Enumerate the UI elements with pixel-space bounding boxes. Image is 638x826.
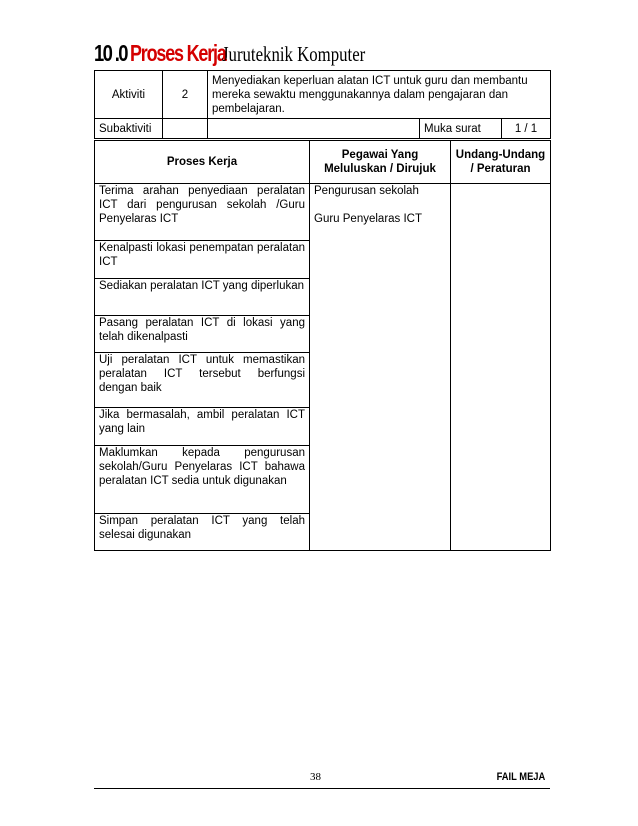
step-1: Terima arahan penyediaan peralatan ICT dari pengurusan sekolah /Guru Penyelaras ICT	[95, 184, 310, 241]
muka-surat-value: 1 / 1	[502, 119, 551, 139]
activity-header-table	[94, 70, 551, 139]
step-6: Jika bermasalah, ambil peralatan ICT yang lain	[95, 408, 310, 446]
footer-label: FAIL MEJA	[496, 771, 545, 783]
subaktiviti-label: Subaktiviti	[95, 119, 163, 139]
muka-surat-label: Muka surat	[420, 119, 502, 139]
pegawai-cell	[310, 184, 451, 551]
step-4: Pasang peralatan ICT di lokasi yang telah dikenalpasti	[95, 316, 310, 353]
aktiviti-description: Menyediakan keperluan alatan ICT untuk guru dan membantu mereka sewaktu menggunakannya dalam pengajaran dan pembelajaran.	[208, 71, 551, 119]
undang-cell	[451, 184, 551, 551]
col-proses-kerja: Proses Kerja	[95, 141, 310, 184]
aktiviti-number: 2	[163, 71, 208, 119]
aktiviti-label: Aktiviti	[95, 71, 163, 119]
section-subtitle: Juruteknik Komputer	[221, 42, 366, 66]
step-7: Maklumkan kepada pengurusan sekolah/Guru Penyelaras ICT bahawa peralatan ICT sedia untuk digunakan	[95, 446, 310, 514]
work-process-table	[94, 140, 551, 551]
section-title: Proses Kerja	[130, 40, 226, 66]
subaktiviti-desc	[208, 119, 420, 139]
footer-divider	[94, 788, 550, 789]
step-2: Kenalpasti lokasi penempatan peralatan ICT	[95, 241, 310, 279]
step-5: Uji peralatan ICT untuk memastikan peralatan ICT tersebut berfungsi dengan baik	[95, 353, 310, 408]
section-number: 10 .0	[94, 40, 127, 66]
col-pegawai: Pegawai Yang Meluluskan / Dirujuk	[310, 141, 451, 184]
pegawai-1: Pengurusan sekolah	[314, 185, 419, 197]
col-undang: Undang-Undang / Peraturan	[451, 141, 551, 184]
pegawai-2: Guru Penyelaras ICT	[314, 213, 423, 225]
page-number: 38	[310, 771, 321, 783]
subaktiviti-number	[163, 119, 208, 139]
step-3: Sediakan peralatan ICT yang diperlukan	[95, 279, 310, 316]
page-title	[94, 40, 401, 68]
step-8: Simpan peralatan ICT yang telah selesai digunakan	[95, 514, 310, 551]
